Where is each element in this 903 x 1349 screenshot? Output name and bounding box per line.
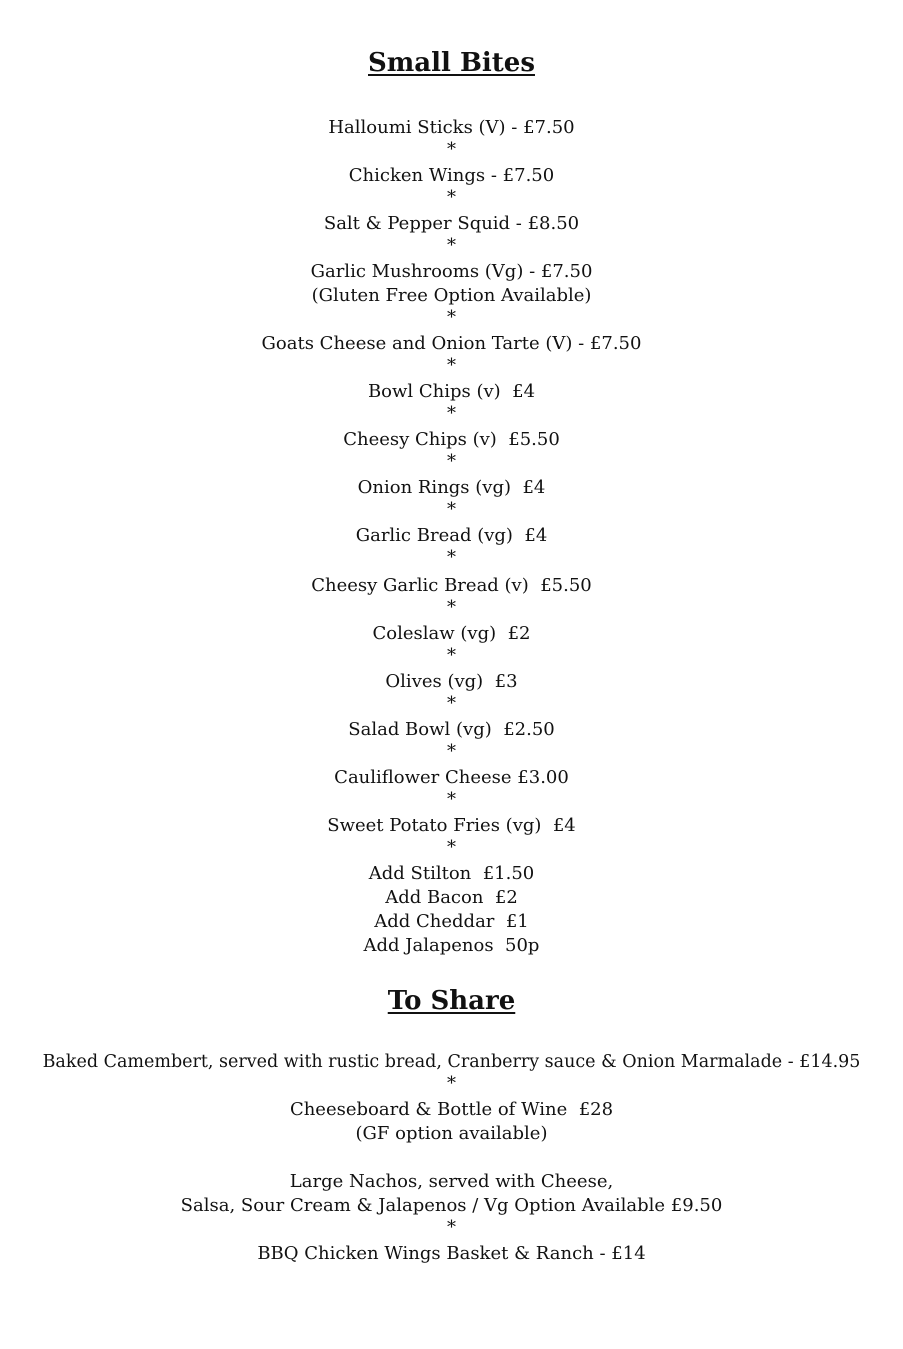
separator-star: * [447, 403, 456, 424]
separator-star: * [447, 235, 456, 256]
share-item-large-nachos-detail: Salsa, Sour Cream & Jalapenos / Vg Option Available £9.50 [180, 1195, 723, 1216]
menu-item-bowl-chips: Bowl Chips (v) £4 [367, 381, 536, 402]
separator-star: * [447, 789, 456, 810]
separator-star: * [447, 499, 456, 520]
separator-star: * [447, 1073, 456, 1094]
menu-item-cheesy-garlic-bread: Cheesy Garlic Bread (v) £5.50 [311, 575, 592, 596]
menu-item-garlic-bread: Garlic Bread (vg) £4 [355, 525, 548, 546]
addon-stilton: Add Stilton £1.50 [368, 863, 535, 884]
menu-item-cheesy-chips: Cheesy Chips (v) £5.50 [343, 429, 560, 450]
share-item-large-nachos: Large Nachos, served with Cheese, [289, 1171, 614, 1192]
share-item-note-gf: (GF option available) [355, 1123, 548, 1144]
menu-item-note-gluten-free: (Gluten Free Option Available) [311, 285, 592, 306]
menu-item-salt-pepper-squid: Salt & Pepper Squid - £8.50 [323, 213, 580, 234]
menu-item-garlic-mushrooms: Garlic Mushrooms (Vg) - £7.50 [310, 261, 593, 282]
addon-cheddar: Add Cheddar £1 [374, 911, 529, 932]
separator-star: * [447, 355, 456, 376]
menu-item-halloumi-sticks: Halloumi Sticks (V) - £7.50 [328, 117, 575, 138]
separator-star: * [447, 693, 456, 714]
separator-star: * [447, 1217, 456, 1238]
separator-star: * [447, 741, 456, 762]
separator-star: * [447, 597, 456, 618]
share-item-cheeseboard-wine: Cheeseboard & Bottle of Wine £28 [289, 1099, 614, 1120]
separator-star: * [447, 645, 456, 666]
share-item-baked-camembert: Baked Camembert, served with rustic bread, Cranberry sauce & Onion Marmalade - £14.95 [42, 1052, 861, 1072]
separator-star: * [447, 139, 456, 160]
menu-item-salad-bowl: Salad Bowl (vg) £2.50 [348, 719, 555, 740]
menu-item-coleslaw: Coleslaw (vg) £2 [372, 623, 531, 644]
addon-bacon: Add Bacon £2 [385, 887, 518, 908]
small-bites-heading: Small Bites [368, 48, 535, 78]
addon-jalapenos: Add Jalapenos 50p [363, 935, 540, 956]
menu-item-olives: Olives (vg) £3 [385, 671, 518, 692]
menu-item-sweet-potato-fries: Sweet Potato Fries (vg) £4 [327, 815, 576, 836]
menu-item-chicken-wings: Chicken Wings - £7.50 [348, 165, 555, 186]
menu-item-onion-rings: Onion Rings (vg) £4 [357, 477, 546, 498]
separator-star: * [447, 307, 456, 328]
to-share-heading: To Share [387, 986, 516, 1016]
separator-star: * [447, 837, 456, 858]
separator-star: * [447, 547, 456, 568]
separator-star: * [447, 187, 456, 208]
menu-item-goats-cheese-tarte: Goats Cheese and Onion Tarte (V) - £7.50 [261, 333, 642, 354]
menu-item-cauliflower-cheese: Cauliflower Cheese £3.00 [334, 767, 569, 788]
share-item-bbq-chicken-wings: BBQ Chicken Wings Basket & Ranch - £14 [257, 1243, 646, 1264]
separator-star: * [447, 451, 456, 472]
